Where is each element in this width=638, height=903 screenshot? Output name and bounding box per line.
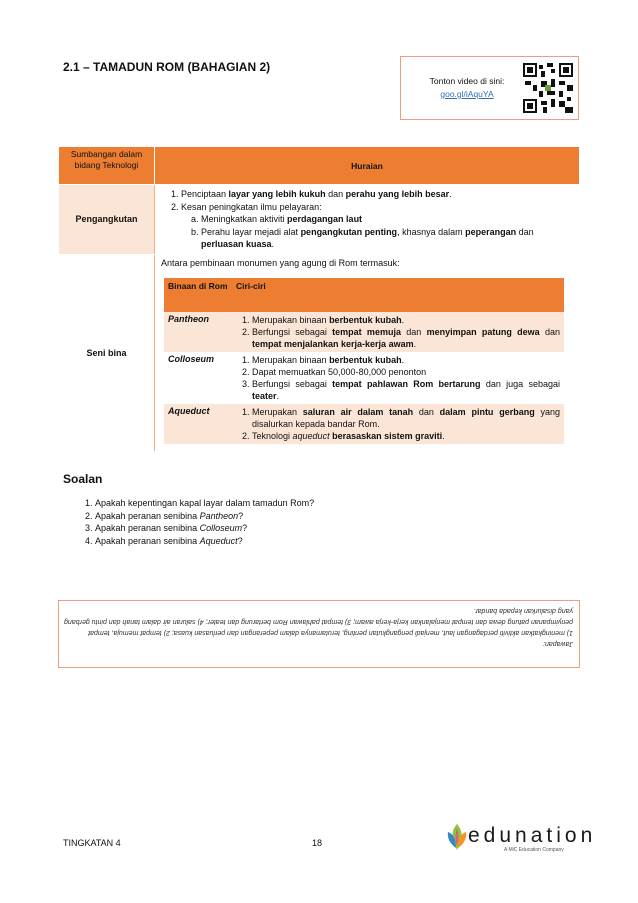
questions-list: [63, 497, 314, 547]
technology-table: [58, 146, 580, 452]
answer-box: [58, 600, 580, 668]
inner-header-building: Binaan di Rom: [168, 280, 228, 291]
transport-list: [161, 188, 573, 251]
edunation-logo: [444, 822, 597, 858]
page-title: 2.1 – TAMADUN ROM (BAHAGIAN 2): [63, 60, 271, 74]
question-item: 4. Apakah peranan senibina Aqueduct?: [95, 535, 314, 548]
question-item: 2. Apakah peranan senibina Pantheon?: [95, 510, 314, 523]
footer-form-label: TINGKATAN 4: [63, 838, 121, 848]
table-row-transport: [59, 185, 580, 255]
features-colloseum: [232, 352, 564, 404]
list-item: 2. Teknologi aqueduct berasaskan sistem graviti.: [252, 430, 560, 442]
answer-body: 1) meningkatkan aktiviti perdagangan laut, menjadi pengangkutan penting, terutamanya dalam peperangan dan perluasan kuasa; 2) tempat memuja, tempat penyimpanan patung dewa dan tempat menjalankan kerja-kerja awam; 3) tempat pahlawan Rom bertarung dan teater; 4) saluran air dalam tanah dan pintu gerbang yang disalurkan kepada bandar.: [64, 607, 573, 636]
question-item: 3. Apakah peranan senibina Colloseum?: [95, 522, 314, 535]
video-box: [400, 56, 579, 120]
list-item: 1. Merupakan binaan berbentuk kubah.: [252, 354, 560, 366]
list-item: a. Meningkatkan aktiviti perdagangan laut: [201, 213, 573, 226]
list-item: 2. Berfungsi sebagai tempat memuja dan menyimpan patung dewa dan tempat menjalankan kerja-kerja awam.: [252, 326, 560, 350]
video-label: Tonton video di sini:: [429, 76, 505, 86]
list-item: 3. Berfungsi sebagai tempat pahlawan Rom bertarung dan juga sebagai teater.: [252, 378, 560, 402]
inner-row-aqueduct: [164, 404, 564, 444]
row-label-architecture: Seni bina: [59, 254, 155, 451]
transport-sublist: [181, 213, 573, 251]
architecture-intro: Antara pembinaan monumen yang agung di Rom termasuk:: [161, 257, 400, 268]
inner-row-pantheon: [164, 312, 564, 352]
features-aqueduct: [232, 404, 564, 444]
page-number: 18: [312, 838, 323, 848]
list-item: 1. Penciptaan layar yang lebih kukuh dan perahu yang lebih besar.: [181, 188, 573, 201]
list-item: 2. Dapat memuatkan 50,000-80,000 penonton: [252, 366, 560, 378]
video-text-block: [421, 75, 513, 101]
list-item: 1. Merupakan binaan berbentuk kubah.: [252, 314, 560, 326]
row-desc-transport: [155, 185, 580, 255]
inner-header-row: [164, 278, 564, 312]
answer-text-upside-down: [63, 605, 573, 649]
header-col-description: Huraian: [155, 147, 580, 185]
row-label-transport: Pengangkutan: [59, 185, 155, 255]
video-link[interactable]: goo.gl/iAquYA: [440, 89, 494, 99]
list-item: 1. Merupakan saluran air dalam tanah dan dalam pintu gerbang yang disalurkan kepada bandar Rom.: [252, 406, 560, 430]
list-item: b. Perahu layar mejadi alat pengangkutan penting, khasnya dalam peperangan dan perluasan kuasa.: [201, 226, 573, 251]
table-row-architecture: [59, 254, 580, 451]
table-header-row: [59, 147, 580, 185]
row-desc-architecture: [155, 254, 580, 451]
inner-row-colloseum: [164, 352, 564, 404]
building-name-colloseum: Colloseum: [168, 353, 215, 364]
list-item: 2. Kesan peningkatan ilmu pelayaran: a. Meningkatkan aktiviti perdagangan laut b. Perahu layar mejadi alat pengangkutan penting, khasnya dalam peperangan dan perluasan kuasa.: [181, 201, 573, 251]
monuments-table: [164, 278, 564, 444]
questions-heading: Soalan: [63, 472, 103, 486]
inner-header-features: Ciri-ciri: [236, 280, 266, 291]
building-name-pantheon: Pantheon: [168, 313, 210, 324]
qr-code-icon[interactable]: [523, 63, 573, 113]
header-col-contribution: Sumbangan dalam bidang Teknologi: [59, 147, 155, 185]
question-item: 1. Apakah kepentingan kapal layar dalam tamadun Rom?: [95, 497, 314, 510]
logo-wordmark: edunation: [468, 824, 597, 847]
leaf-logo-icon: [444, 822, 470, 852]
building-name-aqueduct: Aqueduct: [168, 405, 210, 416]
answer-label: Jawapan:: [543, 640, 573, 647]
features-pantheon: [232, 312, 564, 352]
logo-tagline: A MiC Education Company: [504, 847, 564, 853]
